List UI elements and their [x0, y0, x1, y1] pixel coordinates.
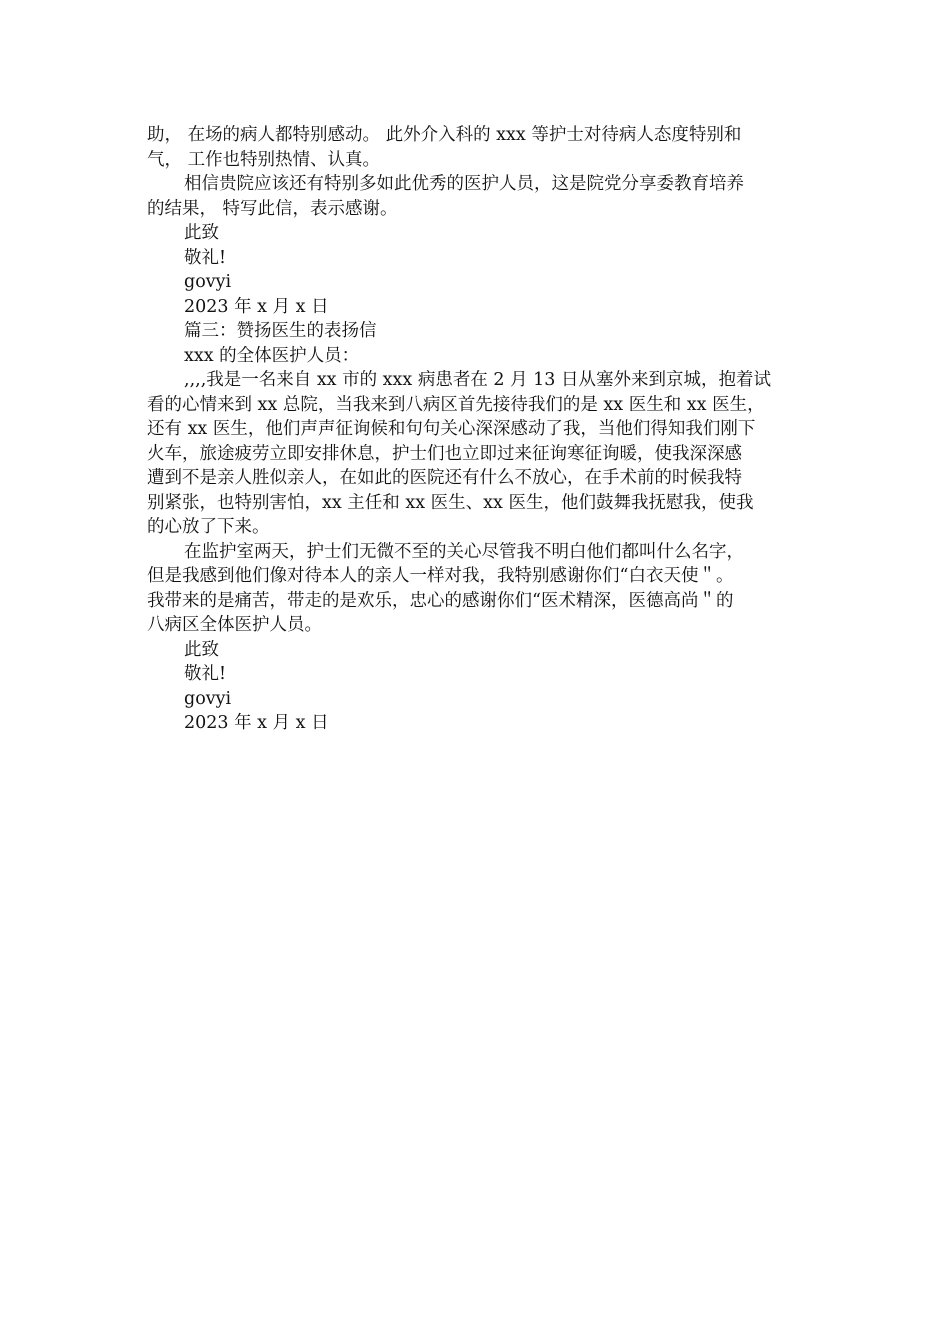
paragraph-believe: 相信贵院应该还有特别多如此优秀的医护人员，这是院党分享委教育培养 的结果， 特写此信，表示感谢。 [147, 174, 744, 219]
letter-addressee: xxx 的全体医护人员： [184, 345, 360, 366]
paragraph-icu-care: 在监护室两天，护士们无微不至的关心尽管我不明白他们都叫什么名字， 但是我感到他们像对待本人的亲人一样对我，我特别感谢你们“白衣天使＂。 我带来的是痛苦，带走的是欢乐，忠心的感谢你们“医术精深，医德高尚＂的 八病区全体医护人员。 [147, 541, 744, 635]
paragraph-thanks-continued: 助， 在场的病人都特别感动。 此外介入科的 xxx 等护士对待病人态度特别和 气， 工作也特别热情、认真。 [147, 125, 742, 170]
closing-regards: 敬礼! [184, 247, 227, 268]
section-heading: 篇三：赞扬医生的表扬信 [184, 321, 377, 341]
closing-salutation: 此致 [184, 639, 219, 660]
closing-regards: 敬礼! [184, 664, 227, 684]
letter-date: 2023 年 x 月 x 日 [184, 296, 329, 317]
paragraph-patient-story: ,,,,我是一名来自 xx 市的 xxx 病患者在 2 月 13 日从塞外来到京城，抱着试 看的心情来到 xx 总院，当我来到八病区首先接待我们的是 xx 医生和 xx 医生， 还有 xx 医生，他们声声征询候和句句关心深深感动了我，当他们得知我们刚下 火车，旅途疲劳立即安排休息，护士们也立即过来征询寒征询暖，使我深深感 遭到不是亲人胜似亲人，在如此的医院还有什么不放心，在手术前的时候我特 别紧张，也特别害怕，xx 主任和 xx 医生、xx 医生，他们鼓舞我抚慰我，使我 的心放了下来。 [147, 370, 772, 537]
closing-salutation: 此致 [184, 223, 219, 243]
letter-date: 2023 年 x 月 x 日 [184, 713, 329, 733]
signature: govyi [184, 272, 232, 292]
letter-body [147, 123, 807, 736]
signature: govyi [184, 688, 232, 709]
